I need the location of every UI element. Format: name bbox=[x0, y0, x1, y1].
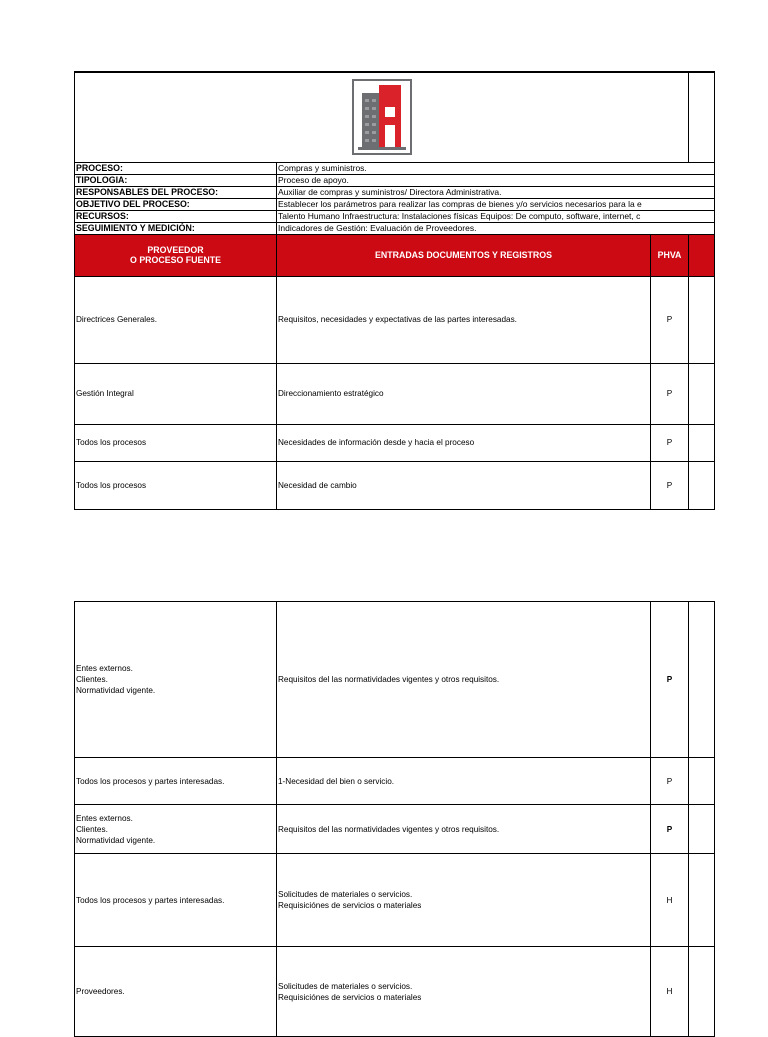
header-row-tipologia bbox=[75, 174, 715, 186]
logo-row bbox=[75, 72, 715, 162]
column-header-row bbox=[75, 234, 715, 276]
next-cell bbox=[689, 363, 715, 424]
inputs-cell: Direccionamiento estratégico bbox=[277, 363, 651, 424]
column-header-provider: PROVEEDOR O PROCESO FUENTE bbox=[75, 234, 277, 276]
provider-cell: Todos los procesos bbox=[75, 424, 277, 461]
next-cell bbox=[689, 854, 715, 947]
header-row-proceso bbox=[75, 162, 715, 174]
inputs-cell: Necesidades de información desde y hacia el proceso bbox=[277, 424, 651, 461]
table-row bbox=[75, 758, 715, 805]
table-row bbox=[75, 602, 715, 758]
next-cell bbox=[689, 805, 715, 854]
header-label: SEGUIMIENTO Y MEDICIÓN: bbox=[75, 222, 277, 234]
phva-cell: P bbox=[651, 758, 689, 805]
next-cell bbox=[689, 758, 715, 805]
phva-cell: P bbox=[651, 461, 689, 509]
table-row bbox=[75, 461, 715, 509]
phva-cell: H bbox=[651, 947, 689, 1037]
header-value: Compras y suministros. bbox=[277, 162, 715, 174]
provider-cell: Todos los procesos bbox=[75, 461, 277, 509]
header-label: PROCESO: bbox=[75, 162, 277, 174]
process-header-table bbox=[74, 71, 715, 510]
building-logo-icon bbox=[352, 79, 412, 155]
header-row-seguimiento bbox=[75, 222, 715, 234]
process-sheet-top bbox=[74, 71, 768, 510]
provider-cell: Directrices Generales. bbox=[75, 276, 277, 363]
inputs-cell: Requisitos, necesidades y expectativas de las partes interesadas. bbox=[277, 276, 651, 363]
provider-cell: Entes externos. Clientes. Normatividad vigente. bbox=[75, 602, 277, 758]
provider-cell: Gestión Integral bbox=[75, 363, 277, 424]
phva-cell: P bbox=[651, 602, 689, 758]
header-value: Talento Humano Infraestructura: Instalaciones físicas Equipos: De computo, software, internet, c bbox=[277, 210, 715, 222]
table-row bbox=[75, 363, 715, 424]
provider-cell: Todos los procesos y partes interesadas. bbox=[75, 758, 277, 805]
header-value: Auxiliar de compras y suministros/ Directora Administrativa. bbox=[277, 186, 715, 198]
header-value: Indicadores de Gestión: Evaluación de Proveedores. bbox=[277, 222, 715, 234]
next-cell bbox=[689, 947, 715, 1037]
column-header-inputs: ENTRADAS DOCUMENTOS Y REGISTROS bbox=[277, 234, 651, 276]
table-row bbox=[75, 947, 715, 1037]
header-row-recursos bbox=[75, 210, 715, 222]
phva-cell: P bbox=[651, 424, 689, 461]
column-header-phva: PHVA bbox=[651, 234, 689, 276]
inputs-cell: Solicitudes de materiales o servicios. Requisiciónes de servicios o materiales bbox=[277, 947, 651, 1037]
provider-cell: Proveedores. bbox=[75, 947, 277, 1037]
next-cell bbox=[689, 461, 715, 509]
inputs-cell: Necesidad de cambio bbox=[277, 461, 651, 509]
provider-cell: Entes externos. Clientes. Normatividad vigente. bbox=[75, 805, 277, 854]
table-row bbox=[75, 854, 715, 947]
header-value: Proceso de apoyo. bbox=[277, 174, 715, 186]
table-row bbox=[75, 276, 715, 363]
header-row-objetivo bbox=[75, 198, 715, 210]
next-cell bbox=[689, 276, 715, 363]
header-label: RECURSOS: bbox=[75, 210, 277, 222]
column-header-next bbox=[689, 234, 715, 276]
phva-cell: P bbox=[651, 363, 689, 424]
provider-cell: Todos los procesos y partes interesadas. bbox=[75, 854, 277, 947]
header-label: RESPONSABLES DEL PROCESO: bbox=[75, 186, 277, 198]
header-right-cell bbox=[689, 72, 715, 162]
process-sheet-bottom bbox=[74, 601, 768, 1037]
header-value: Establecer los parámetros para realizar las compras de bienes y/o servicios necesarios para la e bbox=[277, 198, 715, 210]
inputs-cell: Solicitudes de materiales o servicios. Requisiciónes de servicios o materiales bbox=[277, 854, 651, 947]
inputs-cell: Requisitos del las normatividades vigentes y otros requisitos. bbox=[277, 602, 651, 758]
next-cell bbox=[689, 602, 715, 758]
header-label: OBJETIVO DEL PROCESO: bbox=[75, 198, 277, 210]
next-cell bbox=[689, 424, 715, 461]
phva-cell: H bbox=[651, 854, 689, 947]
phva-cell: P bbox=[651, 805, 689, 854]
logo-cell bbox=[75, 72, 689, 162]
inputs-cell: 1-Necesidad del bien o servicio. bbox=[277, 758, 651, 805]
table-row bbox=[75, 805, 715, 854]
phva-cell: P bbox=[651, 276, 689, 363]
header-row-responsables bbox=[75, 186, 715, 198]
table-row bbox=[75, 424, 715, 461]
header-label: TIPOLOGIA: bbox=[75, 174, 277, 186]
inputs-cell: Requisitos del las normatividades vigentes y otros requisitos. bbox=[277, 805, 651, 854]
process-inputs-table bbox=[74, 601, 715, 1037]
